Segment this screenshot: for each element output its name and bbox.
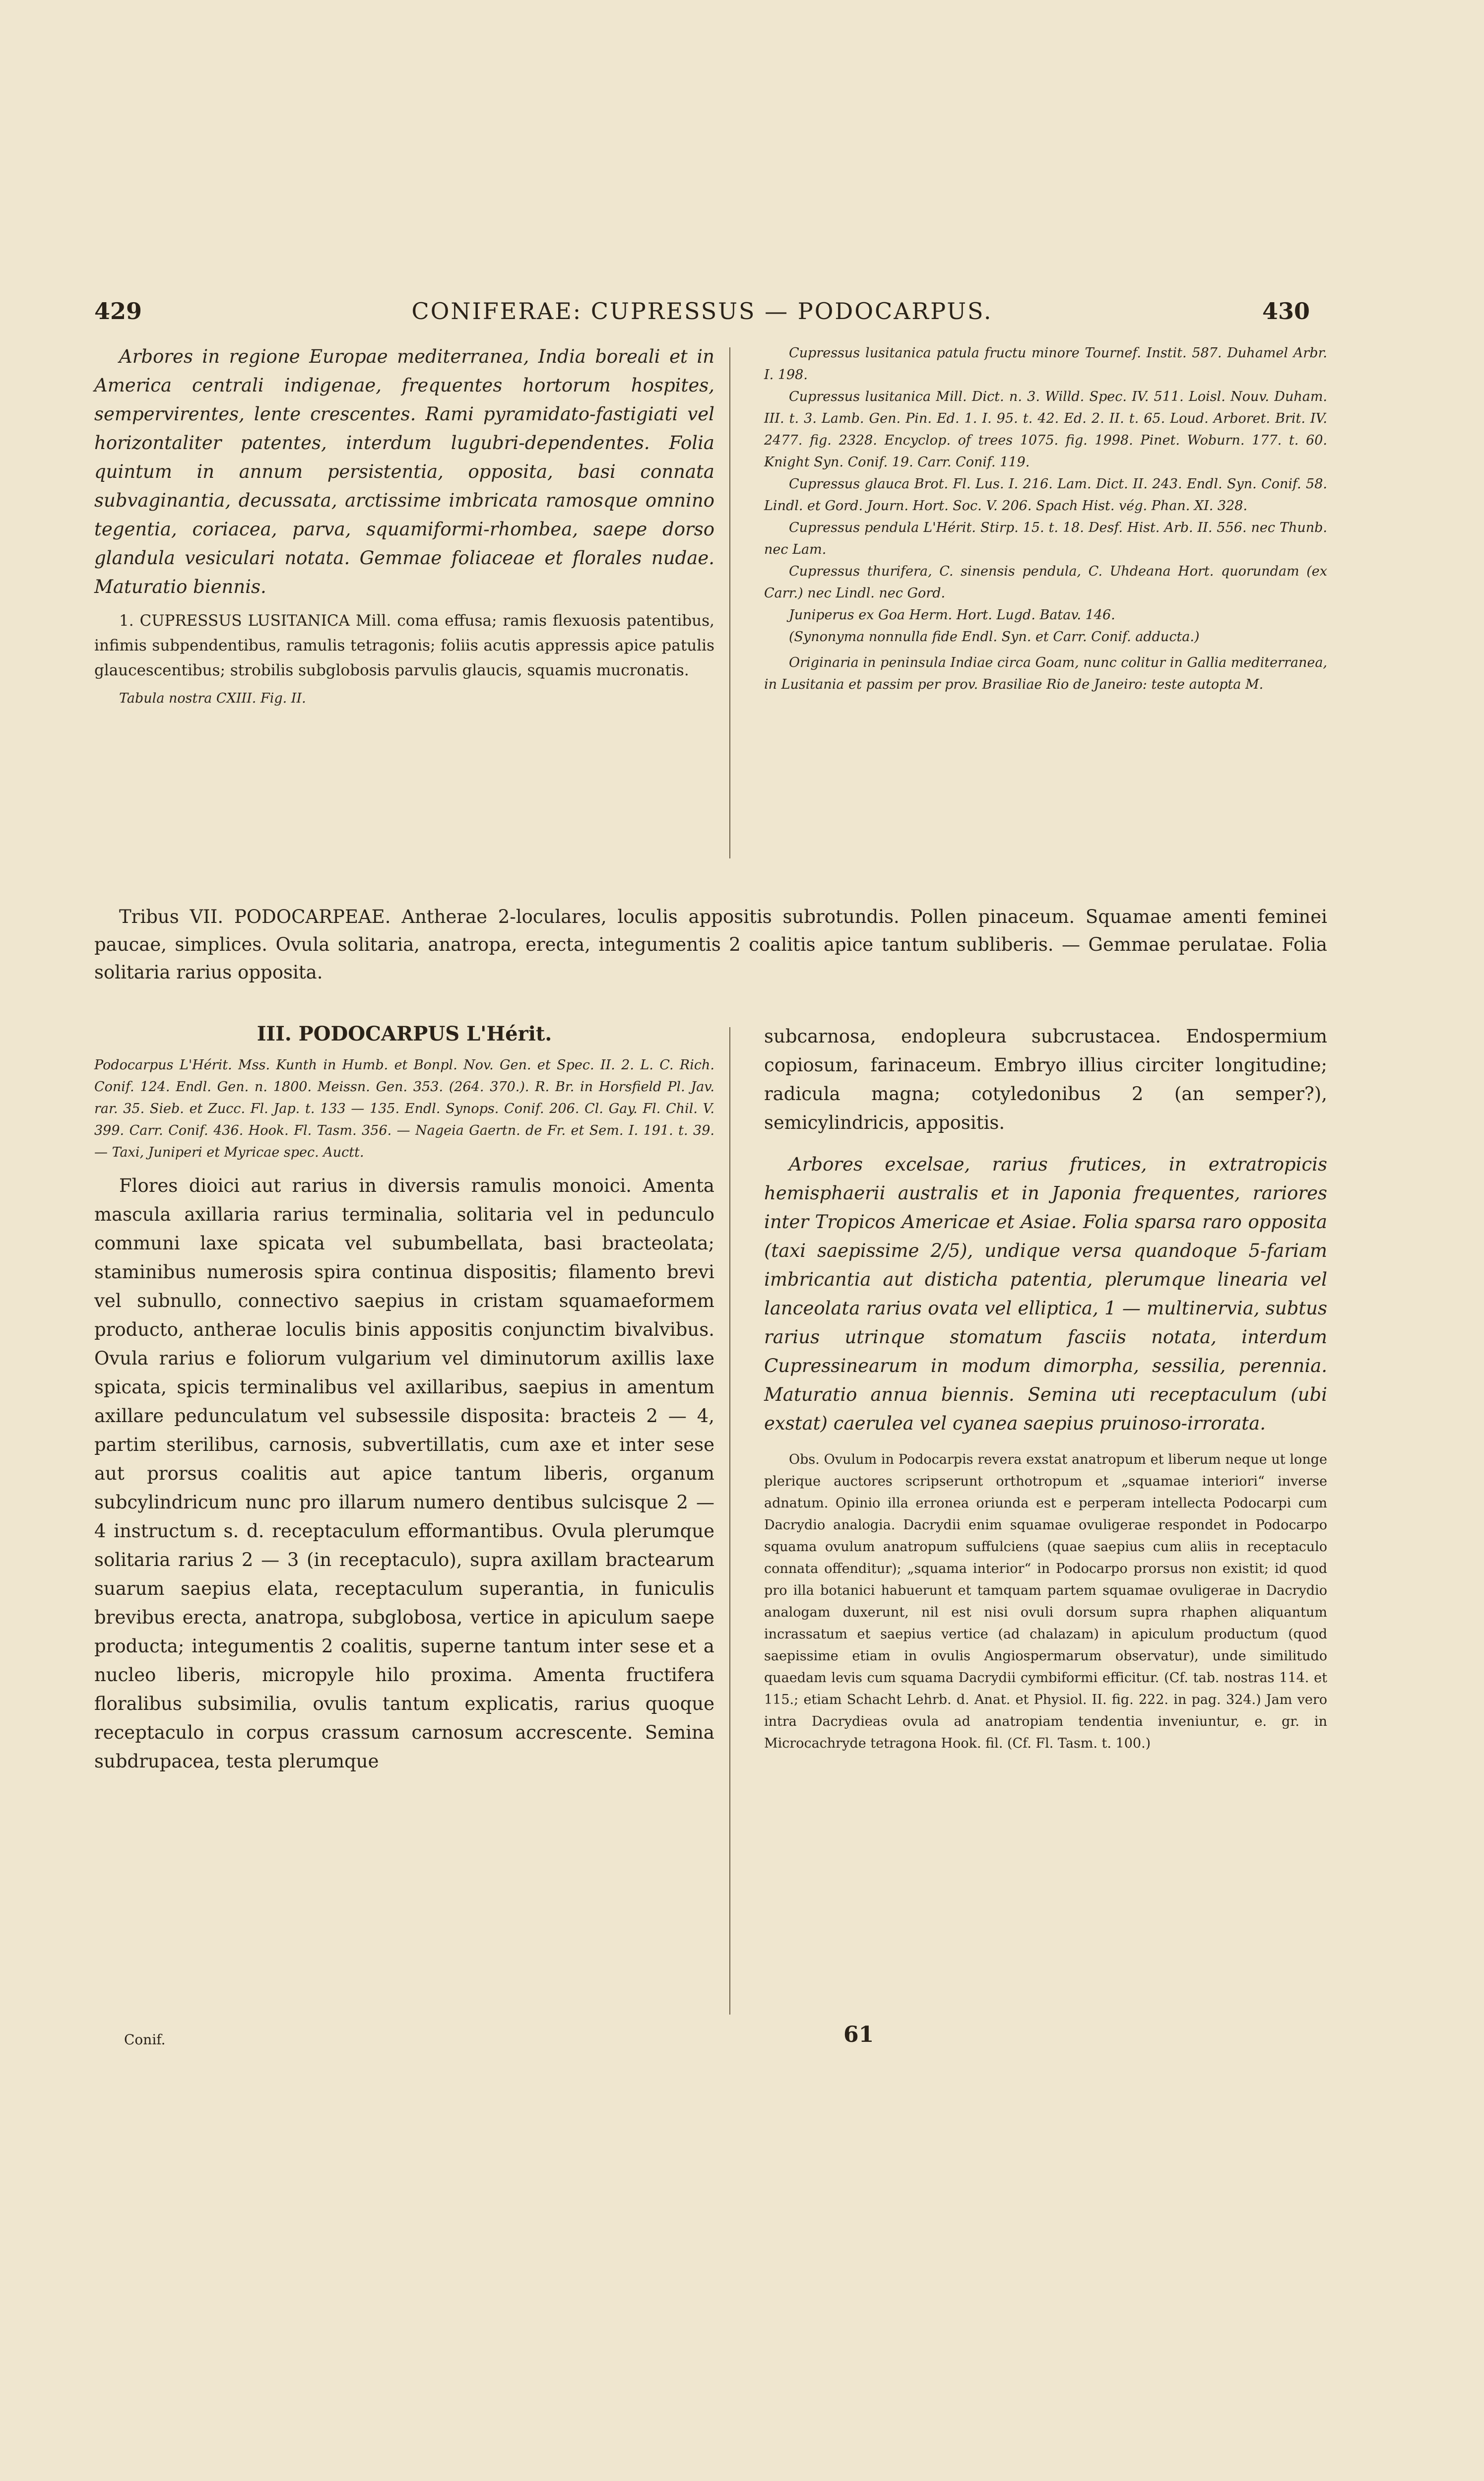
cupressus-column bbox=[94, 342, 714, 710]
synonymy-column bbox=[764, 342, 1327, 696]
sheet-number: 61 bbox=[843, 2022, 874, 2047]
synonym: Cupressus glauca Brot. Fl. Lus. I. 216. Lam. Dict. II. 243. Endl. Syn. Conif. 58. Lindl. et Gord. Journ. Hort. Soc. V. 206. Spach Hist. vég. Phan. XI. 328. bbox=[764, 476, 1327, 514]
page-number-left: 429 bbox=[94, 298, 142, 325]
column-divider-bottom bbox=[729, 1027, 730, 2015]
page-header bbox=[94, 298, 1310, 332]
podocarpus-continued-column bbox=[764, 1022, 1327, 1755]
synonym: Juniperus ex Goa Herm. Hort. Lugd. Batav. 146. bbox=[789, 607, 1115, 623]
synonym: (Synonyma nonnulla fide Endl. Syn. et Carr. Conif. adducta.) bbox=[789, 629, 1200, 645]
genus-description: Arbores in regione Europae mediterranea, India boreali et in America centrali indigenae, frequentes hortorum hospites, sempervirentes, lente crescentes. Rami pyramidato-fastigiati vel horizontaliter patentes, interdum lugubri-dependentes. Folia quintum in annum persistentia, opposita, basi connata subvaginantia, decussata, arctissime imbricata ramosque omnino tegentia, coriacea, parva, squamiformi-rhombea, saepe dorso glandula vesiculari notata. Gemmae foliaceae et florales nudae. Maturatio biennis. bbox=[94, 346, 714, 597]
genus-references: Podocarpus L'Hérit. Mss. Kunth in Humb. et Bonpl. Nov. Gen. et Spec. II. 2. L. C. Rich. Conif. 124. Endl. Gen. n. 1800. Meissn. Gen. 353. (264. 370.). R. Br. in Horsfield Pl. Jav. rar. 35. Sieb. et Zucc. Fl. Jap. t. 133 — 135. Endl. Synops. Conif. 206. Cl. Gay. Fl. Chil. V. 399. Carr. Conif. 436. Hook. Fl. Tasm. 356. — Nageia Gaertn. de Fr. et Sem. I. 191. t. 39. — Taxi, Juniperi et Myricae spec. Auctt. bbox=[94, 1057, 714, 1160]
signature-mark: Conif. bbox=[124, 2031, 166, 2048]
running-title: CONIFERAE: CUPRESSUS — PODOCARPUS. bbox=[411, 298, 993, 325]
tribus-heading: Tribus VII. PODOCARPEAE. Antherae 2-loculares, loculis appositis subrotundis. Pollen pinaceum. Squamae amenti feminei paucae, simplices. Ovula solitaria, anatropa, erecta, integumentis 2 coalitis apice tantum subliberis. — Gemmae perulatae. Folia solitaria rarius opposita. bbox=[94, 906, 1327, 983]
synonym: Cupressus pendula L'Hérit. Stirp. 15. t. 18. Desf. Hist. Arb. II. 556. nec Thunb. nec Lam. bbox=[764, 520, 1327, 557]
synonym: Cupressus lusitanica patula fructu minore Tournef. Instit. 587. Duhamel Arbr. I. 198. bbox=[764, 345, 1327, 383]
species-description: 1. CUPRESSUS LUSITANICA Mill. coma effusa; ramis flexuosis patentibus, infimis subpendentibus, ramulis tetragonis; foliis acutis appressis apice patulis glaucescentibus; strobilis subglobosis parvulis glaucis, squamis mucronatis. bbox=[94, 612, 714, 679]
page-number-right: 430 bbox=[1262, 298, 1310, 325]
column-divider-top bbox=[729, 347, 730, 858]
plate-reference: Tabula nostra CXIII. Fig. II. bbox=[119, 691, 306, 706]
synonym: Cupressus thurifera, C. sinensis pendula, C. Uhdeana Hort. quorundam (ex Carr.) nec Lindl. nec Gord. bbox=[764, 564, 1327, 601]
podocarpus-column bbox=[94, 1022, 714, 1783]
origin-note: Originaria in peninsula Indiae circa Goam, nunc colitur in Gallia mediterranea, in Lusitania et passim per prov. Brasiliae Rio de Janeiro: teste autopta M. bbox=[764, 655, 1327, 692]
synonym: Cupressus lusitanica Mill. Dict. n. 3. Willd. Spec. IV. 511. Loisl. Nouv. Duham. III. t. 3. Lamb. Gen. Pin. Ed. 1. I. 95. t. 42. Ed. 2. II. t. 65. Loud. Arboret. Brit. IV. 2477. fig. 2328. Encyclop. of trees 1075. fig. 1998. Pinet. Woburn. 177. t. 60. Knight Syn. Conif. 19. Carr. Conif. 119. bbox=[764, 389, 1327, 470]
seed-description: subcarnosa, endopleura subcrustacea. Endospermium copiosum, farinaceum. Embryo illius circiter longitudine; radicula magna; cotyledonibus 2 (an semper?), semicylindricis, appositis. bbox=[764, 1026, 1327, 1133]
observation-note: Obs. Ovulum in Podocarpis revera exstat anatropum et liberum neque ut longe plerique auctores scripserunt orthotropum et „squamae interiori“ inverse adnatum. Opinio illa erronea oriunda est e perperam intellecta Podocarpi cum Dacrydio analogia. Dacrydii enim squamae ovuligerae respondet in Podocarpo squama ovulum anatropum suffulciens (quae saepius cum aliis in receptaculo connata offenditur); „squama interior“ in Podocarpo prorsus non existit; id quod pro illa botanici habuerunt et tamquam partem squamae ovuligerae in Dacrydio analogam duxerunt, nil est nisi ovuli dorsum supra rhaphen aliquantum incrassatum et saepius vertice (ad chalazam) in apiculum productum (quod saepissime etiam in ovulis Angiospermarum observatur), unde similitudo quaedam levis cum squama Dacrydii cymbiformi efficitur. (Cf. tab. nostras 114. et 115.; etiam Schacht Lehrb. d. Anat. et Physiol. II. fig. 222. in pag. 324.) Jam vero intra Dacrydieas ovula ad anatropiam tendentia inveniuntur, e. gr. in Microcachryde tetragona Hook. fil. (Cf. Fl. Tasm. t. 100.) bbox=[764, 1452, 1327, 1751]
genus-heading: III. PODOCARPUS L'Hérit. bbox=[257, 1022, 552, 1045]
habit-description: Arbores excelsae, rarius frutices, in extratropicis hemisphaerii australis et in Japonia frequentes, rariores inter Tropicos Americae et Asiae. Folia sparsa raro opposita (taxi saepissime 2/5), undique versa quandoque 5-fariam imbricantia aut disticha patentia, plerumque linearia vel lanceolata rarius ovata vel elliptica, 1 — multinervia, subtus rarius utrinque stomatum fasciis notata, interdum Cupressinearum in modum dimorpha, sessilia, perennia. Maturatio annua biennis. Semina uti receptaculum (ubi exstat) caerulea vel cyanea saepius pruinoso-irrorata. bbox=[764, 1154, 1327, 1434]
genus-characters: Flores dioici aut rarius in diversis ramulis monoici. Amenta mascula axillaria rarius terminalia, solitaria vel in pedunculo communi laxe spicata vel subumbellata, basi bracteolata; staminibus numerosis spira continua dispositis; filamento brevi vel subnullo, connectivo saepius in cristam squamaeformem producto, antherae loculis binis appositis conjunctim bivalvibus. Ovula rarius e foliorum vulgarium vel diminutorum axillis laxe spicata, spicis terminalibus vel axillaribus, saepius in amentum axillare pedunculatum vel subsessile disposita: bracteis 2 — 4, partim sterilibus, carnosis, subvertillatis, cum axe et inter sese aut prorsus coalitis aut apice tantum liberis, organum subcylindricum nunc pro illarum numero dentibus sulcisque 2 — 4 instructum s. d. receptaculum efformantibus. Ovula plerumque solitaria rarius 2 — 3 (in receptaculo), supra axillam bractearum suarum saepius elata, receptaculum superantia, in funiculis brevibus erecta, anatropa, subglobosa, vertice in apiculum saepe producta; integumentis 2 coalitis, superne tantum inter sese et a nucleo liberis, micropyle hilo proxima. Amenta fructifera floralibus subsimilia, ovulis tantum explicatis, rarius quoque receptaculo in corpus crassum carnosum accrescente. Semina subdrupacea, testa plerumque bbox=[94, 1175, 714, 1772]
